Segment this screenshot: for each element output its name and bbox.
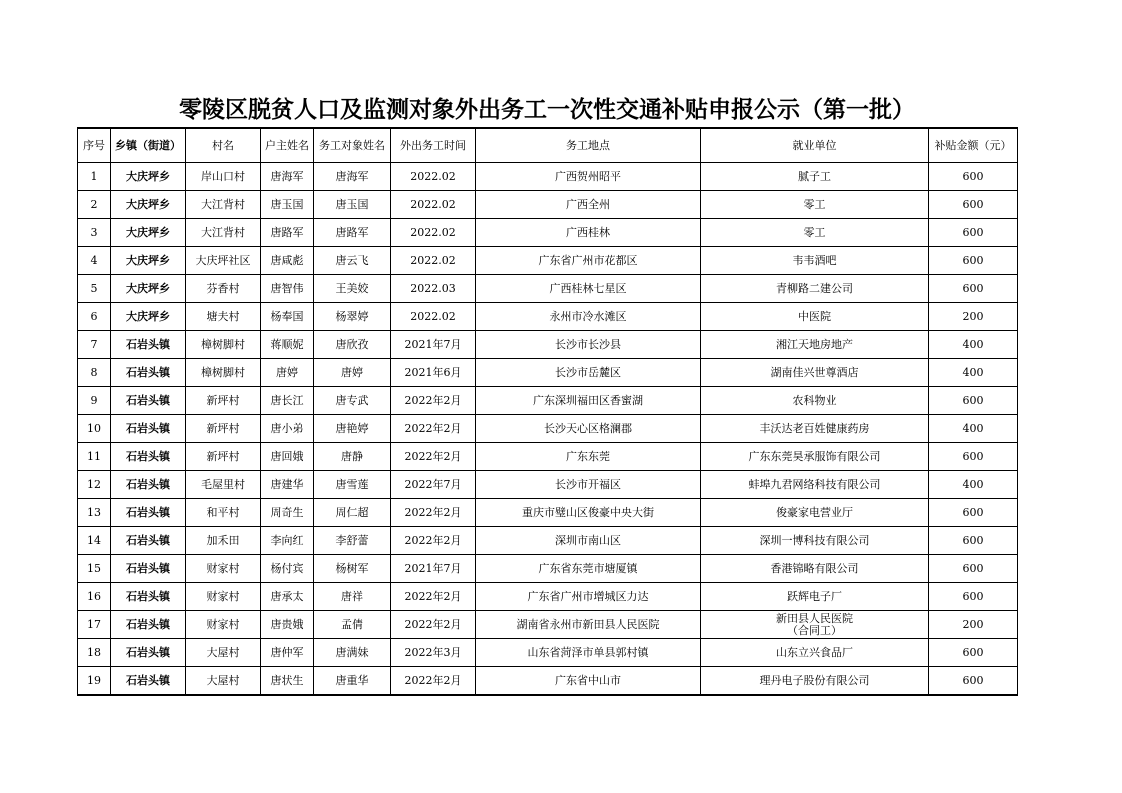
cell-worker: 唐雪莲: [314, 471, 391, 499]
cell-no: 6: [78, 303, 111, 331]
cell-amount: 600: [929, 499, 1018, 527]
table-row: [78, 387, 1018, 415]
header-time: 外出务工时间: [391, 128, 476, 163]
cell-village: 加禾田: [186, 527, 261, 555]
header-householder: 户主姓名: [261, 128, 314, 163]
cell-employer: 韦韦酒吧: [701, 247, 929, 275]
cell-worker: 周仁超: [314, 499, 391, 527]
header-employer: 就业单位: [701, 128, 929, 163]
cell-town: 石岩头镇: [111, 555, 186, 583]
cell-place: 广东省广州市花都区: [476, 247, 701, 275]
cell-householder: 唐长江: [261, 387, 314, 415]
cell-householder: 唐婷: [261, 359, 314, 387]
cell-worker: 唐祥: [314, 583, 391, 611]
cell-time: 2021年7月: [391, 555, 476, 583]
cell-employer: 腻子工: [701, 163, 929, 191]
cell-town: 大庆坪乡: [111, 275, 186, 303]
cell-employer: 零工: [701, 219, 929, 247]
cell-employer: 中医院: [701, 303, 929, 331]
cell-worker: 唐婷: [314, 359, 391, 387]
cell-time: 2022年2月: [391, 527, 476, 555]
table-row: [78, 359, 1018, 387]
cell-place: 长沙市岳麓区: [476, 359, 701, 387]
cell-time: 2022.03: [391, 275, 476, 303]
cell-amount: 600: [929, 443, 1018, 471]
cell-town: 石岩头镇: [111, 415, 186, 443]
cell-no: 3: [78, 219, 111, 247]
cell-village: 樟树脚村: [186, 359, 261, 387]
cell-employer: 湖南佳兴世尊酒店: [701, 359, 929, 387]
cell-householder: 唐贵娥: [261, 611, 314, 639]
cell-village: 新坪村: [186, 387, 261, 415]
cell-town: 大庆坪乡: [111, 163, 186, 191]
cell-no: 17: [78, 611, 111, 639]
cell-place: 重庆市璧山区俊豪中央大街: [476, 499, 701, 527]
cell-place: 深圳市南山区: [476, 527, 701, 555]
cell-no: 11: [78, 443, 111, 471]
cell-time: 2022.02: [391, 219, 476, 247]
cell-amount: 400: [929, 415, 1018, 443]
cell-householder: 唐海军: [261, 163, 314, 191]
cell-amount: 400: [929, 359, 1018, 387]
cell-no: 4: [78, 247, 111, 275]
cell-amount: 600: [929, 555, 1018, 583]
cell-place: 永州市冷水滩区: [476, 303, 701, 331]
cell-place: 广西全州: [476, 191, 701, 219]
cell-place: 广西桂林七星区: [476, 275, 701, 303]
table-row: [78, 583, 1018, 611]
table-row: [78, 275, 1018, 303]
cell-amount: 400: [929, 471, 1018, 499]
cell-no: 1: [78, 163, 111, 191]
cell-householder: 唐建华: [261, 471, 314, 499]
cell-place: 长沙市长沙县: [476, 331, 701, 359]
cell-employer: 蚌埠九君网络科技有限公司: [701, 471, 929, 499]
cell-no: 13: [78, 499, 111, 527]
cell-town: 大庆坪乡: [111, 303, 186, 331]
cell-village: 财家村: [186, 583, 261, 611]
cell-employer: 新田县人民医院 （合同工）: [701, 611, 929, 639]
cell-amount: 600: [929, 275, 1018, 303]
cell-time: 2022年2月: [391, 583, 476, 611]
cell-employer: 俊豪家电营业厅: [701, 499, 929, 527]
cell-place: 长沙市开福区: [476, 471, 701, 499]
cell-no: 5: [78, 275, 111, 303]
table-row: [78, 443, 1018, 471]
cell-time: 2022年2月: [391, 443, 476, 471]
cell-town: 石岩头镇: [111, 359, 186, 387]
cell-time: 2022.02: [391, 191, 476, 219]
cell-village: 毛屋里村: [186, 471, 261, 499]
cell-worker: 李舒蕾: [314, 527, 391, 555]
cell-amount: 600: [929, 191, 1018, 219]
table-row: [78, 331, 1018, 359]
cell-householder: 唐小弟: [261, 415, 314, 443]
table-row: [78, 499, 1018, 527]
cell-employer: 广东东莞昊承服饰有限公司: [701, 443, 929, 471]
cell-place: 广东省中山市: [476, 667, 701, 696]
cell-householder: 唐咸彪: [261, 247, 314, 275]
cell-householder: 唐仲军: [261, 639, 314, 667]
cell-householder: 唐承太: [261, 583, 314, 611]
cell-village: 芬香村: [186, 275, 261, 303]
cell-town: 石岩头镇: [111, 499, 186, 527]
cell-village: 大屋村: [186, 639, 261, 667]
cell-employer: 跃辉电子厂: [701, 583, 929, 611]
cell-town: 石岩头镇: [111, 611, 186, 639]
cell-village: 大江背村: [186, 219, 261, 247]
cell-village: 大屋村: [186, 667, 261, 696]
table-header-row: [78, 128, 1018, 163]
cell-worker: 王美姣: [314, 275, 391, 303]
cell-worker: 唐云飞: [314, 247, 391, 275]
cell-village: 樟树脚村: [186, 331, 261, 359]
cell-place: 广东省东莞市塘厦镇: [476, 555, 701, 583]
cell-worker: 孟倩: [314, 611, 391, 639]
cell-town: 大庆坪乡: [111, 247, 186, 275]
cell-householder: 杨付宾: [261, 555, 314, 583]
table-row: [78, 415, 1018, 443]
cell-place: 广东深圳福田区香蜜湖: [476, 387, 701, 415]
table-row: [78, 527, 1018, 555]
cell-worker: 唐专武: [314, 387, 391, 415]
cell-worker: 杨树军: [314, 555, 391, 583]
cell-householder: 唐智伟: [261, 275, 314, 303]
cell-worker: 唐满妹: [314, 639, 391, 667]
cell-worker: 唐路军: [314, 219, 391, 247]
cell-town: 石岩头镇: [111, 387, 186, 415]
cell-no: 15: [78, 555, 111, 583]
header-village: 村名: [186, 128, 261, 163]
cell-householder: 李向红: [261, 527, 314, 555]
cell-householder: 唐路军: [261, 219, 314, 247]
cell-town: 石岩头镇: [111, 471, 186, 499]
cell-time: 2021年6月: [391, 359, 476, 387]
cell-no: 9: [78, 387, 111, 415]
cell-village: 和平村: [186, 499, 261, 527]
cell-householder: 蒋顺妮: [261, 331, 314, 359]
cell-amount: 600: [929, 527, 1018, 555]
cell-amount: 600: [929, 667, 1018, 696]
table-row: [78, 219, 1018, 247]
cell-place: 长沙天心区格澜郡: [476, 415, 701, 443]
cell-amount: 400: [929, 331, 1018, 359]
cell-place: 广西桂林: [476, 219, 701, 247]
cell-place: 广东省广州市增城区力达: [476, 583, 701, 611]
cell-householder: 周奇生: [261, 499, 314, 527]
cell-amount: 200: [929, 303, 1018, 331]
cell-worker: 唐玉国: [314, 191, 391, 219]
cell-no: 7: [78, 331, 111, 359]
cell-employer: 香港锦略有限公司: [701, 555, 929, 583]
table-body: [78, 163, 1018, 696]
cell-time: 2022.02: [391, 303, 476, 331]
cell-householder: 唐回娥: [261, 443, 314, 471]
cell-no: 12: [78, 471, 111, 499]
cell-time: 2022年2月: [391, 499, 476, 527]
table-row: [78, 471, 1018, 499]
cell-worker: 唐重华: [314, 667, 391, 696]
table-row: [78, 303, 1018, 331]
cell-employer: 湘江天地房地产: [701, 331, 929, 359]
cell-town: 大庆坪乡: [111, 219, 186, 247]
cell-village: 财家村: [186, 611, 261, 639]
cell-town: 石岩头镇: [111, 639, 186, 667]
cell-town: 石岩头镇: [111, 583, 186, 611]
table-row: [78, 555, 1018, 583]
cell-no: 19: [78, 667, 111, 696]
cell-worker: 杨翠婷: [314, 303, 391, 331]
header-worker: 务工对象姓名: [314, 128, 391, 163]
cell-village: 财家村: [186, 555, 261, 583]
cell-worker: 唐艳婷: [314, 415, 391, 443]
cell-amount: 600: [929, 387, 1018, 415]
cell-town: 大庆坪乡: [111, 191, 186, 219]
cell-employer: 零工: [701, 191, 929, 219]
cell-time: 2022年2月: [391, 611, 476, 639]
header-town: 乡镇（街道）: [111, 128, 186, 163]
cell-no: 14: [78, 527, 111, 555]
page-title: 零陵区脱贫人口及监测对象外出务工一次性交通补贴申报公示（第一批）: [179, 97, 915, 123]
cell-householder: 杨奉国: [261, 303, 314, 331]
cell-town: 石岩头镇: [111, 667, 186, 696]
cell-employer: 丰沃达老百姓健康药房: [701, 415, 929, 443]
cell-employer: 山东立兴食品厂: [701, 639, 929, 667]
cell-worker: 唐海军: [314, 163, 391, 191]
header-amount: 补贴金额（元）: [929, 128, 1018, 163]
cell-no: 18: [78, 639, 111, 667]
cell-employer: 农科物业: [701, 387, 929, 415]
cell-time: 2022年2月: [391, 667, 476, 696]
cell-village: 大江背村: [186, 191, 261, 219]
cell-employer: 深圳一博科技有限公司: [701, 527, 929, 555]
cell-place: 湖南省永州市新田县人民医院: [476, 611, 701, 639]
table-row: [78, 639, 1018, 667]
cell-time: 2022.02: [391, 163, 476, 191]
cell-amount: 600: [929, 639, 1018, 667]
header-place: 务工地点: [476, 128, 701, 163]
cell-town: 石岩头镇: [111, 527, 186, 555]
cell-village: 大庆坪社区: [186, 247, 261, 275]
cell-village: 岸山口村: [186, 163, 261, 191]
table-row: [78, 611, 1018, 639]
header-no: 序号: [78, 128, 111, 163]
cell-no: 10: [78, 415, 111, 443]
table-row: [78, 191, 1018, 219]
cell-village: 新坪村: [186, 443, 261, 471]
cell-time: 2022年2月: [391, 387, 476, 415]
cell-amount: 600: [929, 163, 1018, 191]
cell-worker: 唐欣孜: [314, 331, 391, 359]
cell-place: 广西贺州昭平: [476, 163, 701, 191]
subsidy-table: [77, 127, 1018, 696]
cell-time: 2021年7月: [391, 331, 476, 359]
cell-amount: 600: [929, 583, 1018, 611]
cell-place: 山东省菏泽市单县郭村镇: [476, 639, 701, 667]
cell-employer: 青柳路二建公司: [701, 275, 929, 303]
table-row: [78, 247, 1018, 275]
cell-time: 2022年7月: [391, 471, 476, 499]
cell-no: 8: [78, 359, 111, 387]
cell-amount: 600: [929, 247, 1018, 275]
cell-place: 广东东莞: [476, 443, 701, 471]
cell-time: 2022年3月: [391, 639, 476, 667]
cell-no: 16: [78, 583, 111, 611]
cell-village: 塘夫村: [186, 303, 261, 331]
cell-no: 2: [78, 191, 111, 219]
cell-amount: 200: [929, 611, 1018, 639]
cell-time: 2022.02: [391, 247, 476, 275]
cell-village: 新坪村: [186, 415, 261, 443]
cell-householder: 唐玉国: [261, 191, 314, 219]
cell-householder: 唐状生: [261, 667, 314, 696]
cell-worker: 唐静: [314, 443, 391, 471]
cell-time: 2022年2月: [391, 415, 476, 443]
cell-amount: 600: [929, 219, 1018, 247]
table-row: [78, 163, 1018, 191]
cell-employer: 理丹电子股份有限公司: [701, 667, 929, 696]
cell-town: 石岩头镇: [111, 443, 186, 471]
cell-town: 石岩头镇: [111, 331, 186, 359]
table-row: [78, 667, 1018, 696]
